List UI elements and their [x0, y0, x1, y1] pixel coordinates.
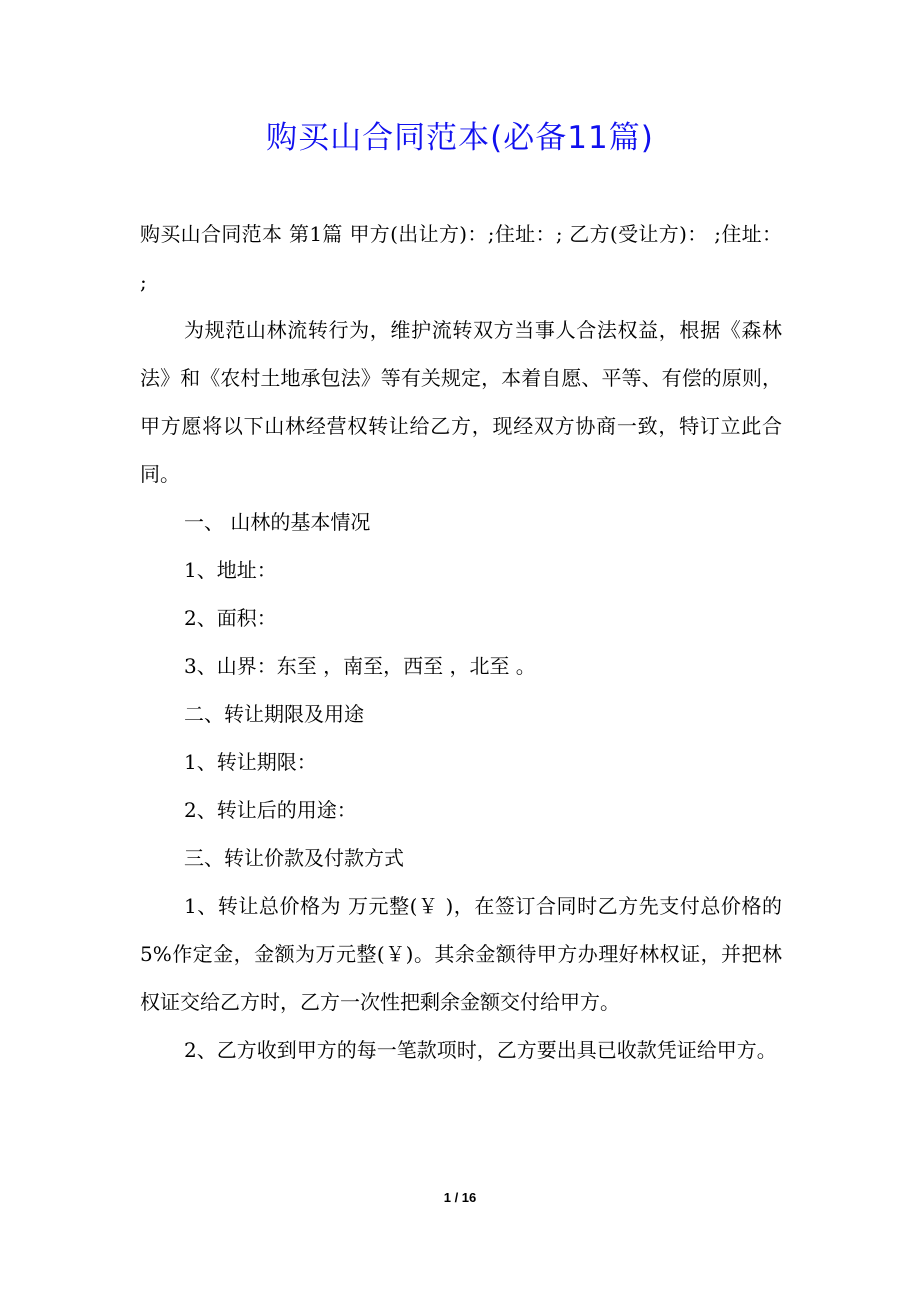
- section-heading-1: 一、 山林的基本情况: [184, 510, 371, 534]
- document-title: 购买山合同范本(必备11篇): [266, 120, 654, 156]
- list-item: 1、地址：: [184, 558, 277, 582]
- page-number: 1 / 16: [443, 1190, 477, 1205]
- list-item: 1、转让期限：: [184, 750, 317, 774]
- list-item: 3、山界：东至 ，南至，西至 ，北至 。: [184, 654, 536, 678]
- document-body: [140, 210, 782, 1074]
- paragraph-intro: 购买山合同范本 第1篇 甲方(出让方)：;住址：; 乙方(受让方)： ;住址： ;: [140, 222, 782, 294]
- section-heading-3: 三、转让价款及付款方式: [184, 846, 404, 870]
- list-item: 2、乙方收到甲方的每一笔款项时，乙方要出具已收款凭证给甲方。: [184, 1038, 777, 1062]
- list-item: 1、转让总价格为 万元整(￥ )，在签订合同时乙方先支付总价格的5%作定金，金额为万元整(￥)。其余金额待甲方办理好林权证，并把林权证交给乙方时，乙方一次性把剩余金额交付给甲方。: [140, 894, 782, 1014]
- list-item: 2、面积：: [184, 606, 277, 630]
- section-heading-2: 二、转让期限及用途: [184, 702, 364, 726]
- paragraph-preamble: 为规范山林流转行为，维护流转双方当事人合法权益，根据《森林法》和《农村土地承包法》等有关规定，本着自愿、平等、有偿的原则，甲方愿将以下山林经营权转让给乙方，现经双方协商一致，特订立此合同。: [140, 318, 782, 486]
- list-item: 2、转让后的用途：: [184, 798, 357, 822]
